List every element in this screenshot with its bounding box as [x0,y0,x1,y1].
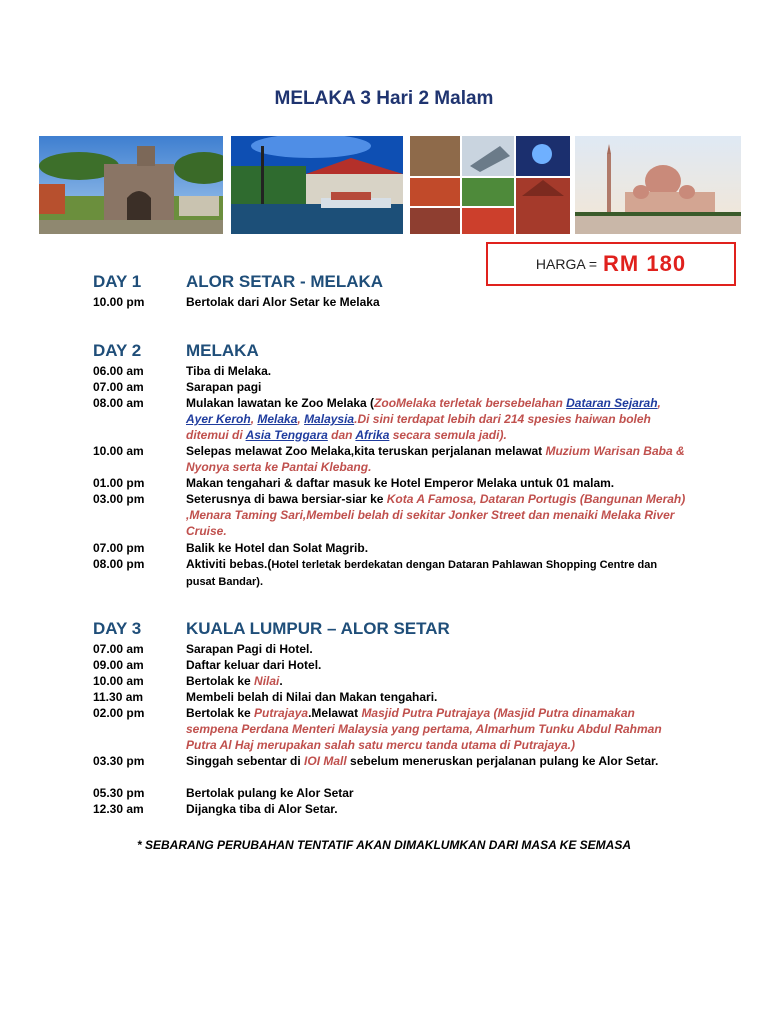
row-time: 09.00 am [93,658,144,672]
text-segment: Selepas melawat Zoo Melaka,kita teruskan perjalanan melawat [186,444,546,458]
link-ayer-keroh[interactable]: Ayer Keroh [186,412,251,426]
day-label: DAY 3 [93,619,142,638]
small-text: Hotel terletak berdekatan dengan Dataran Pahlawan Shopping Centre dan pusat Bandar). [186,559,658,588]
day-label: DAY 2 [93,341,142,360]
row-time: 08.00 am [93,396,144,410]
separator: , [297,412,305,426]
tentative-note: * SEBARANG PERUBAHAN TENTATIF AKAN DIMAKLUMKAN DARI MASA KE SEMASA [137,838,631,852]
row-text [186,753,686,769]
text-segment: sebelum meneruskan perjalanan pulang ke Alor Setar. [346,754,659,768]
italic-red-text: dan [327,428,356,442]
link-dataran-sejarah[interactable]: Dataran Sejarah [566,396,658,410]
italic-red-text: Putrajaya [254,706,309,720]
row-time: 12.30 am [93,802,144,816]
link-asia-tenggara[interactable]: Asia Tenggara [245,428,328,442]
row-time: 10.00 am [93,674,144,688]
italic-red-text: Kota A Famosa, Dataran Portugis (Bangunan Merah) ,Menara Taming Sari,Membeli belah di sekitar Jonker Street dan menaiki Melaka River Cruise. [186,492,686,538]
row-text: Dijangka tiba di Alor Setar. [186,802,338,816]
separator: , [250,412,258,426]
text-segment: Bertolak ke [186,674,255,688]
row-text [186,556,686,590]
day-3-heading [93,619,450,639]
row-time: 07.00 am [93,380,144,394]
day-title: KUALA LUMPUR – ALOR SETAR [186,619,450,638]
day-label: DAY 1 [93,272,142,291]
row-text [186,443,686,475]
row-time: 11.30 am [93,690,144,704]
row-text: Bertolak pulang ke Alor Setar [186,786,354,800]
row-time: 07.00 am [93,642,144,656]
a-famosa-photo [39,136,223,234]
row-time: 01.00 pm [93,476,145,490]
melaka-river-photo [231,136,403,234]
row-text [186,491,686,539]
day-title: ALOR SETAR - MELAKA [186,272,384,291]
separator: , [657,396,661,410]
row-text [186,395,686,443]
text-segment: . [279,674,283,688]
text-segment: Mulakan lawatan ke Zoo Melaka ( [186,396,375,410]
link-melaka[interactable]: Melaka [257,412,298,426]
row-text: Sarapan Pagi di Hotel. [186,642,313,656]
price-box [486,242,736,286]
row-text: Makan tengahari & daftar masuk ke Hotel Emperor Melaka untuk 01 malam. [186,476,615,490]
italic-red-text: Nilai [254,674,280,688]
row-text: Daftar keluar dari Hotel. [186,658,322,672]
link-malaysia[interactable]: Malaysia [304,412,355,426]
link-afrika[interactable]: Afrika [355,428,390,442]
row-time: 03.00 pm [93,492,145,506]
italic-red-text: Muzium Warisan Baba & Nyonya serta ke Pantai Klebang. [186,444,685,474]
italic-red-text: Masjid Putra Putrajaya (Masjid Putra dinamakan sempena Perdana Menteri Malaysia yang pertama, Almarhum Tunku Abdul Rahman Putra Al Haj merupakan salah satu mercu tanda utama di Putrajaya.) [186,706,662,752]
day-2-heading [93,341,259,361]
text-segment: Aktiviti bebas.( [186,557,272,571]
italic-red-text: secara semula jadi). [389,428,507,442]
row-text: Tiba di Melaka. [186,364,272,378]
price-value: RM 180 [603,251,687,276]
row-text [186,673,686,689]
day-1-heading [93,272,383,292]
italic-red-text: IOI Mall [304,754,347,768]
row-time: 07.00 pm [93,541,145,555]
melaka-collage-photo [410,136,570,234]
price-label: HARGA = [535,256,598,272]
row-time: 10.00 pm [93,295,145,309]
day-title: MELAKA [186,341,259,360]
row-text: Membeli belah di Nilai dan Makan tengahari. [186,690,438,704]
row-text: Bertolak dari Alor Setar ke Melaka [186,295,380,309]
row-time: 03.30 pm [93,754,145,768]
italic-red-text: ZooMelaka terletak bersebelahan [374,396,567,410]
row-time: 05.30 pm [93,786,145,800]
italic-red-text: .Di sini terdapat lebih dari 214 spesies haiwan boleh ditemui di [186,412,651,442]
putra-mosque-photo [575,136,741,234]
row-text: Balik ke Hotel dan Solat Magrib. [186,541,369,555]
row-text: Sarapan pagi [186,380,262,394]
row-text [186,705,686,753]
page-title: MELAKA 3 Hari 2 Malam [274,88,494,109]
row-time: 10.00 am [93,444,144,458]
text-segment: Bertolak ke [186,706,255,720]
text-segment: Singgah sebentar di [186,754,305,768]
text-segment: Seterusnya di bawa bersiar-siar ke [186,492,387,506]
row-time: 06.00 am [93,364,144,378]
row-time: 02.00 pm [93,706,145,720]
row-time: 08.00 pm [93,557,145,571]
text-segment: .Melawat [308,706,362,720]
